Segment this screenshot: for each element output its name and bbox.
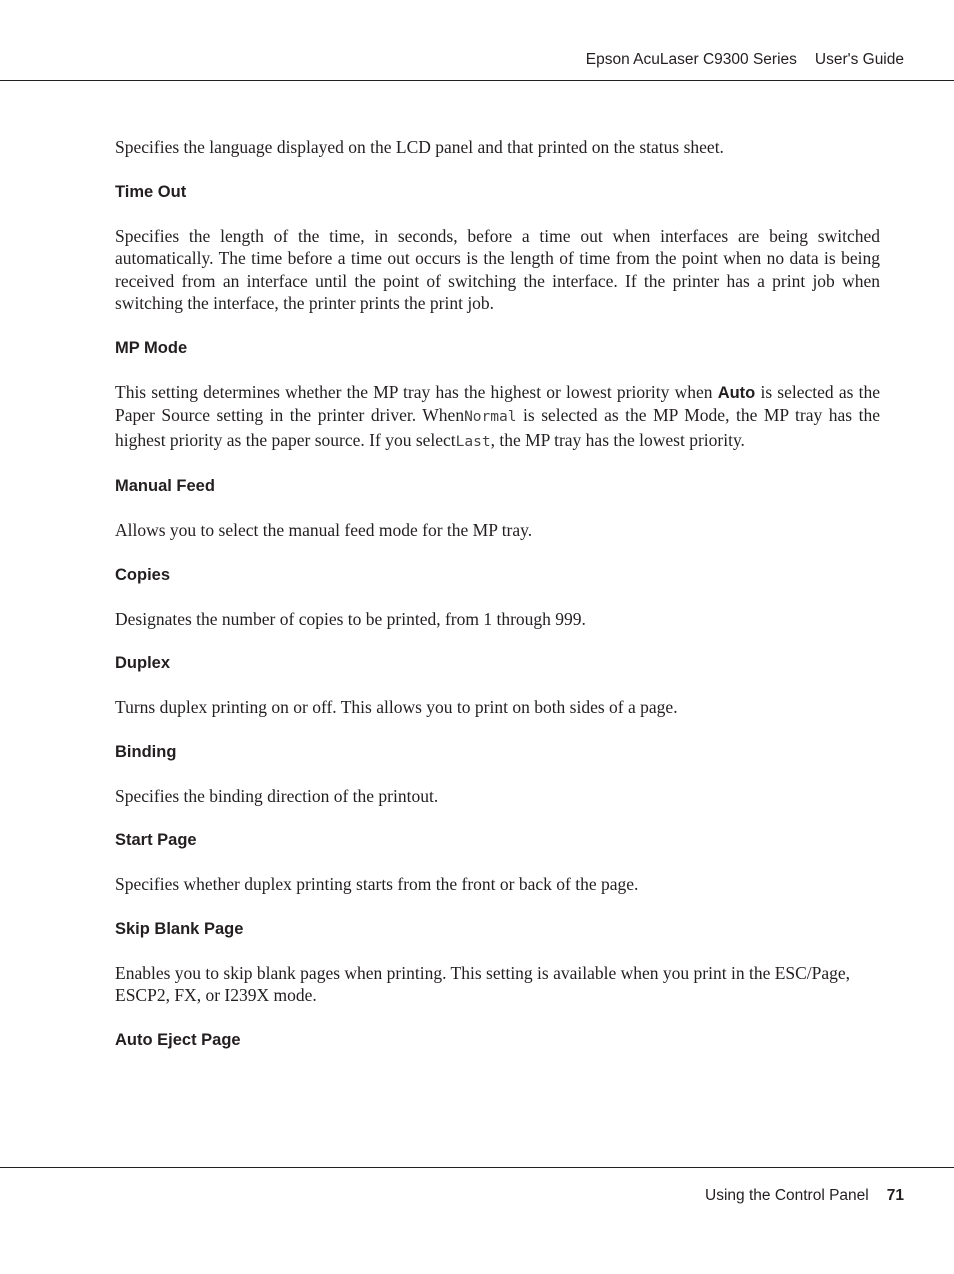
header-guide: User's Guide — [814, 51, 904, 68]
binding-paragraph: Specifies the binding direction of the printout. — [115, 785, 439, 806]
heading-copies: Copies — [115, 565, 171, 584]
mp-mode-text-2: is selected as the Paper Source setting in the printer driver. When — [115, 381, 880, 425]
auto-option: Auto — [717, 383, 756, 402]
page-content — [115, 136, 880, 1050]
header-rule — [0, 80, 954, 81]
heading-time-out: Time Out — [115, 182, 187, 201]
mp-mode-text-4: , the MP tray has the lowest priority. — [490, 429, 745, 450]
footer-section: Using the Control Panel — [705, 1187, 869, 1204]
running-header — [586, 51, 904, 69]
last-setting: Last — [455, 433, 491, 450]
footer-rule — [0, 1167, 954, 1168]
heading-mp-mode: MP Mode — [115, 338, 188, 357]
heading-duplex: Duplex — [115, 654, 171, 672]
time-out-paragraph: Specifies the length of the time, in seconds, before a time out when interfaces are being switched automatically. The time before a time out occurs is the length of time from the point when no data is being received from an interface until the point of switching the interface. If the printer has a print job when switching the interface, the printer prints the print job. — [115, 225, 880, 313]
mp-mode-paragraph — [115, 381, 880, 454]
heading-start-page: Start Page — [115, 831, 197, 849]
skip-blank-page-paragraph: Enables you to skip blank pages when printing. This setting is available when you print in the ESC/Page, ESCP2, FX, or I239X mode. — [115, 962, 851, 1005]
heading-binding: Binding — [115, 742, 177, 761]
heading-skip-blank-page: Skip Blank Page — [115, 919, 244, 938]
running-footer — [705, 1187, 904, 1205]
manual-feed-paragraph: Allows you to select the manual feed mode for the MP tray. — [115, 520, 533, 540]
heading-auto-eject-page: Auto Eject Page — [115, 1030, 241, 1049]
page-number: 71 — [886, 1187, 904, 1204]
copies-paragraph: Designates the number of copies to be printed, from 1 through 999. — [115, 608, 586, 629]
normal-setting: Normal — [464, 409, 517, 425]
mp-mode-text-3: is selected as the MP Mode, the MP tray has the highest priority as the paper source. If you select — [115, 405, 880, 450]
header-product: Epson AcuLaser C9300 Series — [585, 51, 797, 68]
start-page-paragraph: Specifies whether duplex printing starts from the front or back of the page. — [115, 874, 639, 894]
duplex-paragraph: Turns duplex printing on or off. This allows you to print on both sides of a page. — [115, 697, 678, 717]
intro-paragraph: Specifies the language displayed on the LCD panel and that printed on the status sheet. — [115, 137, 724, 157]
mp-mode-text-1: This setting determines whether the MP tray has the highest or lowest priority when — [115, 381, 718, 402]
heading-manual-feed: Manual Feed — [115, 477, 215, 495]
